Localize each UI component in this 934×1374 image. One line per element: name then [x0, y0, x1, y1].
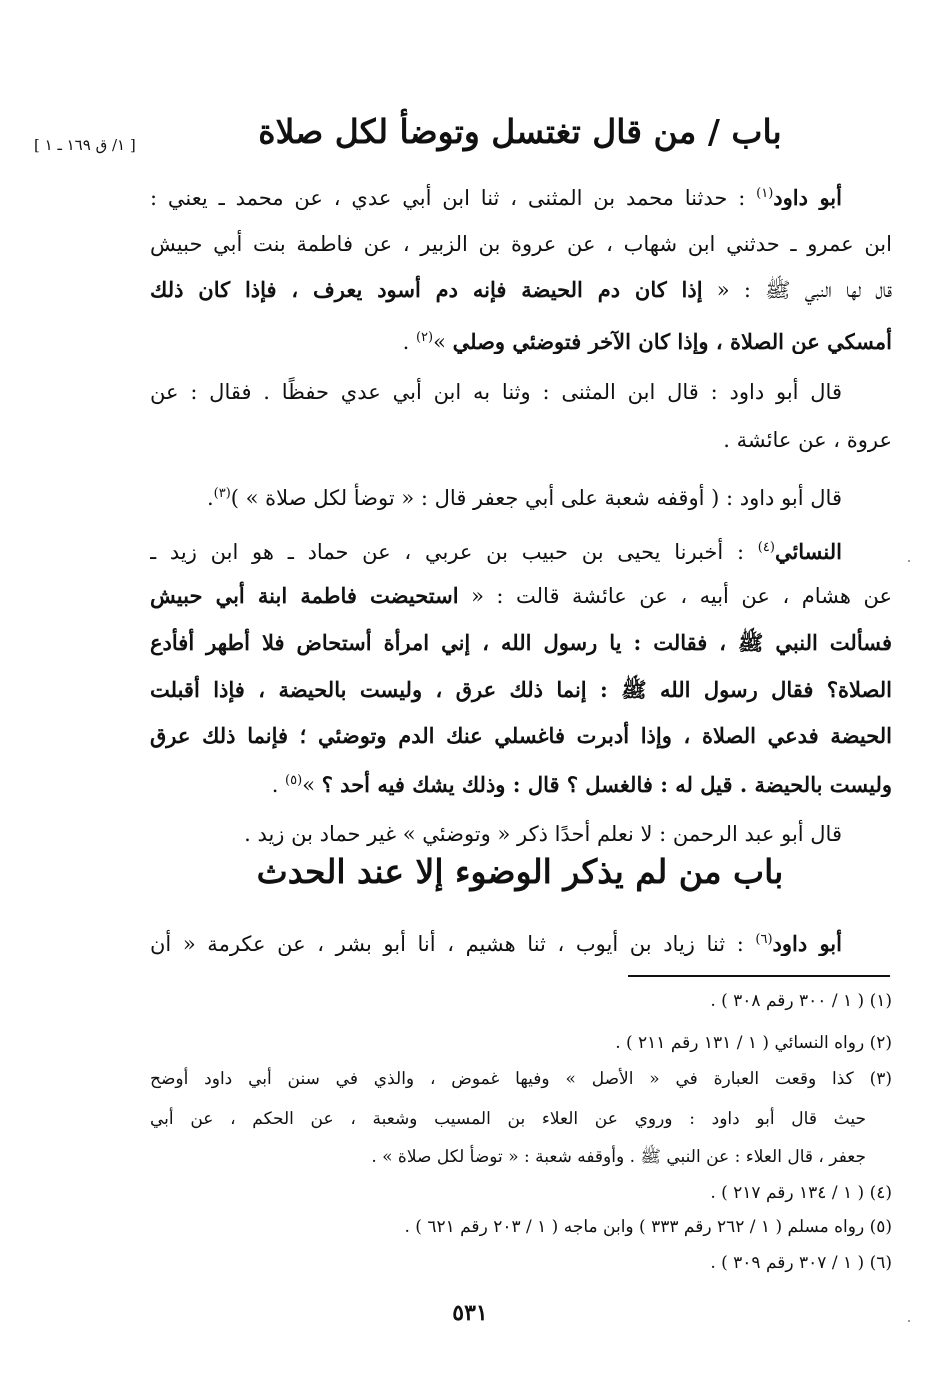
period: .	[271, 773, 286, 797]
chain-text: عن هشام ، عن أبيه ، عن عائشة قالت : «	[458, 584, 892, 608]
chapter-title-2: باب من لم يذكر الوضوء إلا عند الحدث	[256, 852, 784, 891]
narrator-nasai: النسائي	[774, 539, 842, 564]
footnote-marker-3: (٣)	[213, 486, 231, 501]
paragraph-5-line-1: قال أبو عبد الرحمن : لا نعلم أحدًا ذكر « وتوضئي » غير حماد بن زيد .	[244, 822, 842, 846]
chain-text: : أخبرنا يحيى بن حبيب بن عربي ، عن حماد ـ هو ابن زيد ـ	[150, 540, 758, 564]
scan-artifact	[908, 1320, 910, 1322]
paragraph-4-line-2	[150, 580, 892, 612]
paragraph-4-line-4: الصلاة؟ فقال رسول الله ﷺ : إنما ذلك عرق ، وليست بالحيضة ، فإذا أقبلت	[150, 677, 892, 702]
quote-close: »	[302, 773, 322, 797]
paragraph-4-line-1	[150, 532, 842, 564]
hadith-text: أمسكي عن الصلاة ، وإذا كان الآخر فتوضئي وصلي	[452, 329, 892, 354]
intro-text: قال لها النبي ﷺ : «	[702, 278, 892, 302]
footnote-3-line-1: (٣) كذا وقعت العبارة في « الأصل » وفيها غموض ، والذي في سنن أبي داود أوضح	[150, 1069, 892, 1089]
period: .	[402, 330, 416, 354]
scan-artifact	[908, 560, 910, 562]
paragraph-4-line-3: فسألت النبي ﷺ ، فقالت : يا رسول الله ، إني امرأة أستحاض فلا أطهر أفأدع	[150, 630, 892, 655]
hadith-text: وليست بالحيضة . قيل له : فالغسل ؟ قال : وذلك يشك فيه أحد ؟	[321, 772, 892, 797]
footnote-2: (٢) رواه النسائي ( ١ / ١٣١ رقم ٢١١ ) .	[615, 1033, 892, 1053]
footnote-marker-2: (٢)	[415, 330, 434, 345]
footnote-1: (١) ( ١ / ٣٠٠ رقم ٣٠٨ ) .	[710, 991, 892, 1011]
chapter-title-1: باب / من قال تغتسل وتوضأ لكل صلاة	[258, 112, 782, 151]
period: .	[206, 486, 214, 510]
footnote-marker-4: (٤)	[757, 540, 775, 555]
footnote-marker-5: (٥)	[285, 773, 303, 788]
narrator-abu-dawud: أبو داود	[772, 931, 842, 956]
footnote-6: (٦) ( ١ / ٣٠٧ رقم ٣٠٩ ) .	[710, 1253, 892, 1273]
paragraph-3-line-1	[150, 478, 842, 510]
footnote-3-line-3: جعفر ، قال العلاء : عن النبي ﷺ . وأوقفه شعبة : « توضأ لكل صلاة » .	[371, 1147, 866, 1167]
chain-text: : حدثنا محمد بن المثنى ، ثنا ابن أبي عدي ، عن محمد ـ يعني :	[150, 186, 757, 210]
paragraph-4-line-6	[150, 765, 892, 797]
paragraph-1-line-3	[150, 274, 892, 306]
hadith-text: استحيضت فاطمة ابنة أبي حبيش	[150, 583, 459, 608]
quote-close: »	[433, 330, 453, 354]
footnote-5: (٥) رواه مسلم ( ١ / ٢٦٢ رقم ٣٣٣ ) وابن ماجه ( ١ / ٢٠٣ رقم ٦٢١ ) .	[404, 1217, 892, 1237]
footnote-4: (٤) ( ١ / ١٣٤ رقم ٢١٧ ) .	[710, 1183, 892, 1203]
paragraph-1-line-4	[150, 322, 892, 354]
paragraph-2-line-2: عروة ، عن عائشة .	[723, 428, 892, 452]
footnote-marker-6: (٦)	[755, 932, 773, 947]
paragraph-4-line-5: الحيضة فدعي الصلاة ، وإذا أدبرت فاغسلي عنك الدم وتوضئي ؛ فإنما ذلك عرق	[150, 723, 892, 748]
statement-text: قال أبو داود : ( أوقفه شعبة على أبي جعفر قال : « توضأ لكل صلاة » )	[230, 486, 842, 510]
footnote-3-line-2: حيث قال أبو داود : وروي عن العلاء بن المسيب وشعبة ، عن الحكم ، عن أبي	[150, 1109, 866, 1129]
narrator-abu-dawud: أبو داود	[773, 185, 842, 210]
paragraph-2-line-1: قال أبو داود : قال ابن المثنى : وثنا به ابن أبي عدي حفظًا . فقال : عن	[150, 380, 842, 404]
paragraph-1-line-2: ابن عمرو ـ حدثني ابن شهاب ، عن عروة بن الزبير ، عن فاطمة بنت أبي حبيش	[150, 232, 892, 256]
manuscript-reference: [ ١/ ق ١٦٩ ـ ١ ]	[34, 136, 136, 154]
page-number: ٥٣١	[452, 1300, 488, 1326]
footnote-marker-1: (١)	[756, 186, 774, 201]
footnote-separator	[628, 975, 890, 977]
hadith-text: إذا كان دم الحيضة فإنه دم أسود يعرف ، فإذا كان ذلك	[150, 277, 703, 302]
paragraph-1-line-1	[150, 178, 842, 210]
paragraph-6-line-1	[150, 924, 842, 956]
chain-text: : ثنا زياد بن أيوب ، ثنا هشيم ، أنا أبو بشر ، عن عكرمة « أن	[150, 932, 756, 956]
